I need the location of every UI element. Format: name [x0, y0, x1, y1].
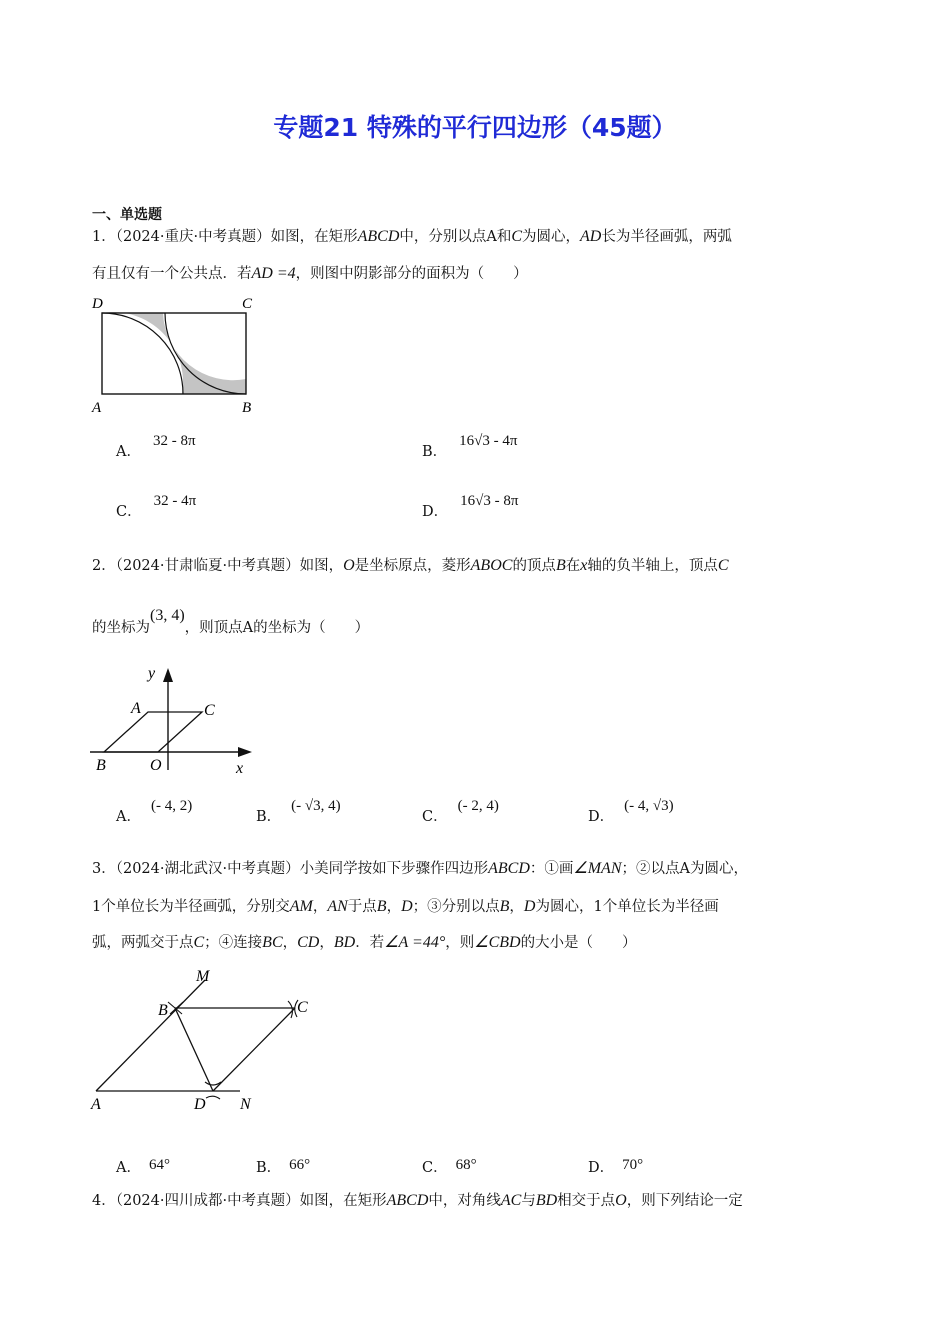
q3-point-d: D [523, 898, 536, 915]
q1-rect-label: ABCD [357, 228, 400, 245]
q3-label-n: N [240, 1096, 251, 1113]
q1-shaded-region [102, 312, 246, 394]
q3-label-b: B [158, 1002, 168, 1019]
option-letter: A． [116, 809, 141, 825]
q1-arc-a [102, 313, 183, 394]
q3-text: ，则 [445, 935, 475, 951]
q3-label-m: M [196, 968, 210, 985]
q2-text: 2．（2024·甘肃临夏·中考真题）如图， [92, 558, 344, 574]
q2-rhombus [104, 712, 202, 752]
q3-angle-man: ∠MAN [573, 860, 622, 877]
option-value: 64° [148, 1157, 170, 1173]
q2-text: 轴的负半轴上，顶点 [587, 558, 718, 574]
q3-angle-cbd: ∠CBD [474, 934, 521, 951]
q3-point-c: C [193, 934, 205, 951]
q3-ray-am-line [96, 980, 205, 1091]
q1-text: 长为半径画弧，两弧 [601, 229, 732, 245]
option-letter: A． [116, 1160, 141, 1176]
q2-option-a[interactable] [116, 798, 193, 826]
q4-rect-label: ABCD [386, 1192, 429, 1209]
q3-figure [88, 962, 320, 1114]
q3-point-a: A [679, 861, 690, 877]
q3-text: ：①画 [529, 861, 574, 877]
option-value: (- 4, 2) [150, 798, 193, 814]
q2-option-d[interactable] [588, 798, 674, 826]
q1-text: 和 [496, 229, 512, 245]
q2-text: 在 [565, 558, 581, 574]
q3-text: ；③分别以点 [412, 899, 500, 915]
q4-text: 相交于点 [557, 1193, 616, 1209]
q1-label-a: A [92, 400, 102, 416]
q2-point-a: A [242, 620, 254, 636]
option-value: 16√3 - 4π [459, 433, 518, 449]
q3-text: ， [509, 899, 524, 915]
q3-text: ；④连接 [204, 935, 263, 951]
q3-option-a[interactable] [116, 1156, 170, 1177]
q3-text: 3．（2024·湖北武汉·中考真题）小美同学按如下步骤作四边形 [92, 861, 489, 877]
q2-text: 的坐标为 [92, 620, 150, 636]
page-title: 专题21 特殊的平行四边形（45题） [273, 113, 677, 142]
q3-text: 于点 [347, 899, 377, 915]
option-letter: D． [588, 1160, 615, 1176]
question-3-line-3 [92, 933, 637, 953]
q1-text: 有且仅有一个公共点．若 [92, 266, 252, 282]
q1-option-b[interactable] [422, 433, 518, 461]
q1-text: 中，分别以点 [399, 229, 487, 245]
q1-option-c[interactable] [116, 493, 197, 521]
option-value: (- 4, √3) [624, 798, 674, 814]
q3-text: 为圆心，1个单位长为半径画 [535, 899, 719, 915]
q2-option-b[interactable] [256, 798, 341, 826]
q3-text: 1个单位长为半径画弧，分别交 [92, 899, 290, 915]
option-letter: D． [422, 504, 449, 520]
option-letter: B． [256, 1160, 282, 1176]
question-3-line-2 [92, 897, 719, 917]
q4-diagonal-bd: BD [535, 1192, 558, 1209]
q2-label-o: O [150, 757, 162, 774]
q3-point-b: B [499, 898, 510, 915]
q1-option-d[interactable] [422, 493, 519, 521]
q3-text: ， [282, 935, 298, 951]
q3-point-b: B [376, 898, 387, 915]
q2-label-x: x [236, 760, 244, 777]
option-letter: C． [422, 809, 448, 825]
q3-segment-bd-line [175, 1008, 213, 1091]
q3-angle-a: ∠A =44° [384, 934, 446, 951]
q4-text: 中，对角线 [428, 1193, 501, 1209]
option-letter: C． [422, 1160, 448, 1176]
q2-label-a: A [131, 700, 141, 717]
question-2-line-2 [92, 607, 370, 638]
q2-option-c[interactable] [422, 798, 499, 826]
q2-text: 的坐标为（ ） [253, 620, 370, 636]
q4-text: 与 [521, 1193, 536, 1209]
q3-point-d: D [401, 898, 413, 915]
q3-label-c: C [297, 999, 308, 1016]
q1-label-c: C [242, 296, 253, 312]
q1-text: 为圆心， [522, 229, 581, 245]
q2-label-b: B [96, 757, 106, 774]
q2-label-c: C [204, 702, 215, 719]
q1-label-d: D [92, 296, 103, 312]
q3-segment-cd-line [213, 1008, 295, 1091]
q2-point-c: C [717, 557, 729, 574]
q1-point-a: A [486, 229, 497, 245]
q1-segment-ad: AD [580, 228, 602, 245]
option-letter: C． [116, 504, 142, 520]
option-value: 32 - 8π [152, 433, 196, 449]
q2-text: 是坐标原点，菱形 [354, 558, 471, 574]
question-4-line-1 [92, 1191, 743, 1211]
q3-segment-bc: BC [262, 934, 283, 951]
option-value: 68° [455, 1157, 477, 1173]
q2-y-arrow-icon [163, 668, 173, 682]
q2-point-b: B [555, 557, 566, 574]
q3-ray-an: AN [327, 898, 348, 915]
q2-axis-x: x [580, 557, 588, 574]
q3-text: 为圆心， [689, 861, 748, 877]
question-1-line-1 [92, 227, 732, 247]
q2-point-o: O [343, 557, 355, 574]
q1-figure [88, 290, 268, 418]
option-letter: A． [116, 444, 141, 460]
q3-text: ．若 [355, 935, 385, 951]
option-value: 16√3 - 8π [460, 493, 519, 509]
option-letter: B． [422, 444, 448, 460]
q1-equation: AD =4 [251, 265, 296, 282]
q3-label-d: D [194, 1096, 206, 1113]
q3-text: 的大小是（ ） [520, 935, 637, 951]
q4-diagonal-ac: AC [500, 1192, 522, 1209]
option-value: 70° [622, 1157, 644, 1173]
q2-x-arrow-icon [238, 747, 252, 757]
q1-text: ，则图中阴影部分的面积为（ ） [295, 266, 528, 282]
q3-text: ， [386, 899, 402, 915]
option-value: 32 - 4π [153, 493, 197, 509]
q3-segment-bd: BD [333, 934, 356, 951]
q2-coordinate: (3, 4) [150, 607, 185, 624]
q3-option-d[interactable] [588, 1156, 644, 1177]
q1-option-a[interactable] [116, 433, 196, 461]
q3-option-b[interactable] [256, 1156, 311, 1177]
q2-rhombus-label: ABOC [470, 557, 513, 574]
q2-label-y: y [148, 665, 156, 682]
q3-option-c[interactable] [422, 1156, 477, 1177]
option-letter: D． [588, 809, 615, 825]
q1-text: 1．（2024·重庆·中考真题）如图，在矩形 [92, 229, 358, 245]
option-value: (- 2, 4) [457, 798, 499, 814]
q4-text: ，则下列结论一定 [626, 1193, 743, 1209]
q3-quad-label: ABCD [488, 860, 530, 877]
q3-text: 弧，两弧交于点 [92, 935, 194, 951]
q1-label-b: B [242, 400, 252, 416]
q4-text: 4．（2024·四川成都·中考真题）如图，在矩形 [92, 1193, 387, 1209]
question-1-line-2 [92, 264, 528, 284]
q2-text: ，则顶点 [184, 620, 243, 636]
q2-text: 的顶点 [512, 558, 556, 574]
q3-text: ， [312, 899, 328, 915]
question-2-line-1 [92, 556, 729, 576]
q3-label-a: A [91, 1096, 101, 1113]
q3-text: ， [319, 935, 334, 951]
q1-point-c: C [511, 228, 523, 245]
option-value: 66° [289, 1157, 311, 1173]
q3-text: ；②以点 [621, 861, 680, 877]
q2-figure [88, 660, 263, 780]
q3-ray-am: AM [289, 898, 313, 915]
q3-segment-cd: CD [297, 934, 320, 951]
section-heading: 一、单选题 [92, 207, 162, 223]
option-value: (- √3, 4) [291, 798, 341, 814]
option-letter: B． [256, 809, 282, 825]
q4-point-o: O [615, 1192, 627, 1209]
question-3-line-1 [92, 859, 748, 879]
